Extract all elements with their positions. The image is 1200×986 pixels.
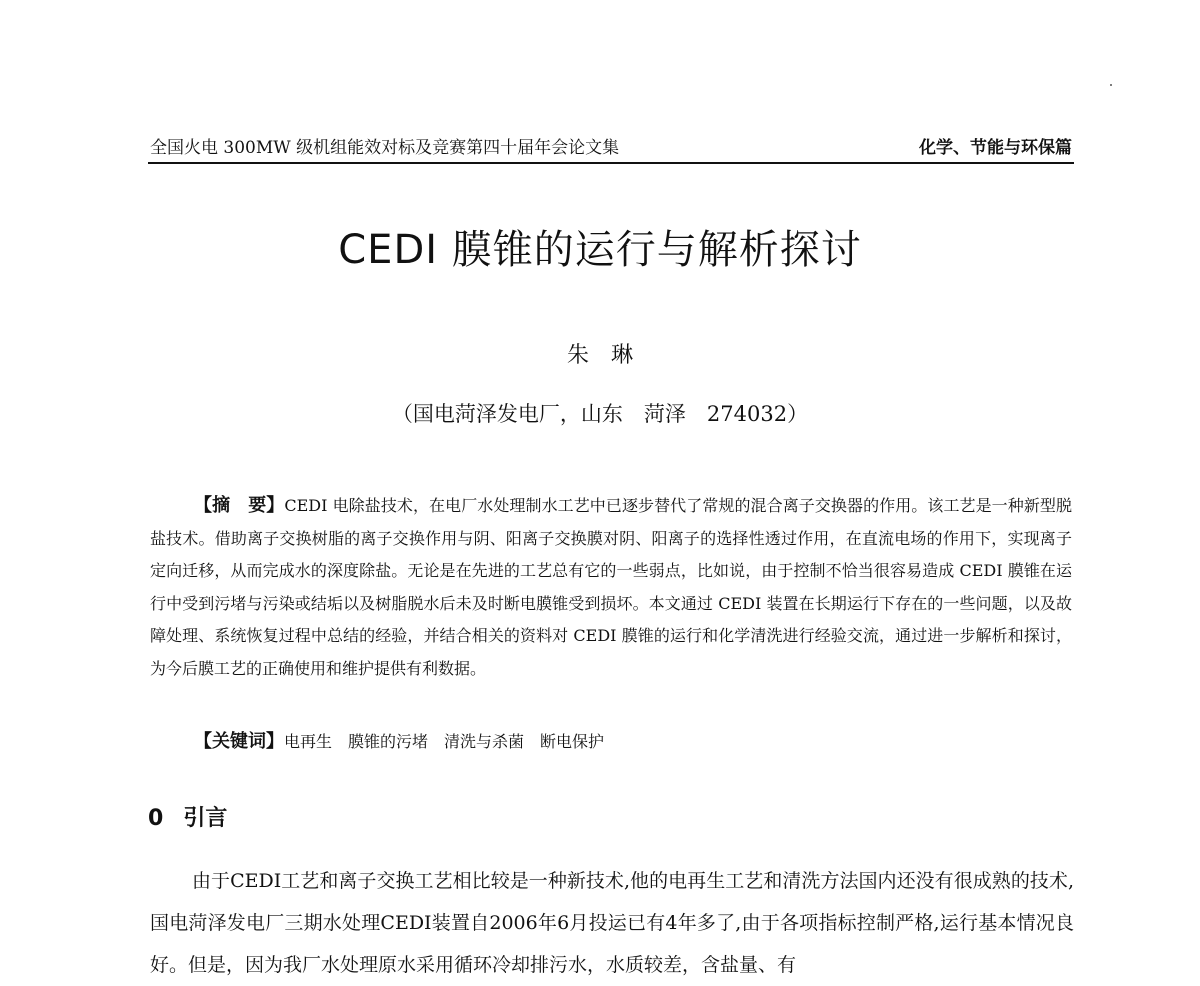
section-heading	[148, 802, 227, 836]
abstract	[150, 490, 1072, 685]
header-section-name: 化学、节能与环保篇	[919, 138, 1072, 158]
abstract-label: 【摘 要】	[194, 495, 285, 516]
keywords-text: 电再生 膜锥的污堵 清洗与杀菌 断电保护	[284, 732, 605, 751]
keywords	[194, 726, 604, 758]
paper-title: CEDI 膜锥的运行与解析探讨	[338, 227, 862, 273]
section-title: 引言	[183, 806, 228, 831]
body-text	[150, 860, 1074, 986]
author-affiliation: （国电菏泽发电厂，山东 菏泽 274032）	[391, 402, 809, 426]
body-paragraph: 由于CEDI工艺和离子交换工艺相比较是一种新技术,他的电再生工艺和清洗方法国内还没有很成熟的技术,国电菏泽发电厂三期水处理CEDI装置自2006年6月投运已有4年多了,由于各项指标控制严格,运行基本情况良好。但是，因为我厂水处理原水采用循环冷却排污水，水质较差，含盐量、有	[150, 870, 1074, 976]
author-name: 朱 琳	[566, 343, 633, 368]
abstract-text: CEDI 电除盐技术，在电厂水处理制水工艺中已逐步替代了常规的混合离子交换器的作用。该工艺是一种新型脱盐技术。借助离子交换树脂的离子交换作用与阴、阳离子交换膜对阴、阳离子的选择性透过作用，在直流电场的作用下，实现离子定向迁移，从而完成水的深度除盐。无论是在先进的工艺总有它的一些弱点，比如说，由于控制不恰当很容易造成 CEDI 膜锥在运行中受到污堵与污染或结垢以及树脂脱水后未及时断电膜锥受到损坏。本文通过 CEDI 装置在长期运行下存在的一些问题，以及故障处理、系统恢复过程中总结的经验，并结合相关的资料对 CEDI 膜锥的运行和化学清洗进行经验交流，通过进一步解析和探讨，为今后膜工艺的正确使用和维护提供有利数据。	[150, 496, 1072, 678]
scan-speck	[1110, 84, 1112, 86]
running-header	[148, 136, 1074, 164]
section-number: 0	[148, 806, 164, 831]
header-proceedings-title: 全国火电 300MW 级机组能效对标及竞赛第四十届年会论文集	[150, 138, 620, 158]
keywords-label: 【关键词】	[194, 731, 284, 752]
abstract-paragraph	[150, 490, 1072, 685]
